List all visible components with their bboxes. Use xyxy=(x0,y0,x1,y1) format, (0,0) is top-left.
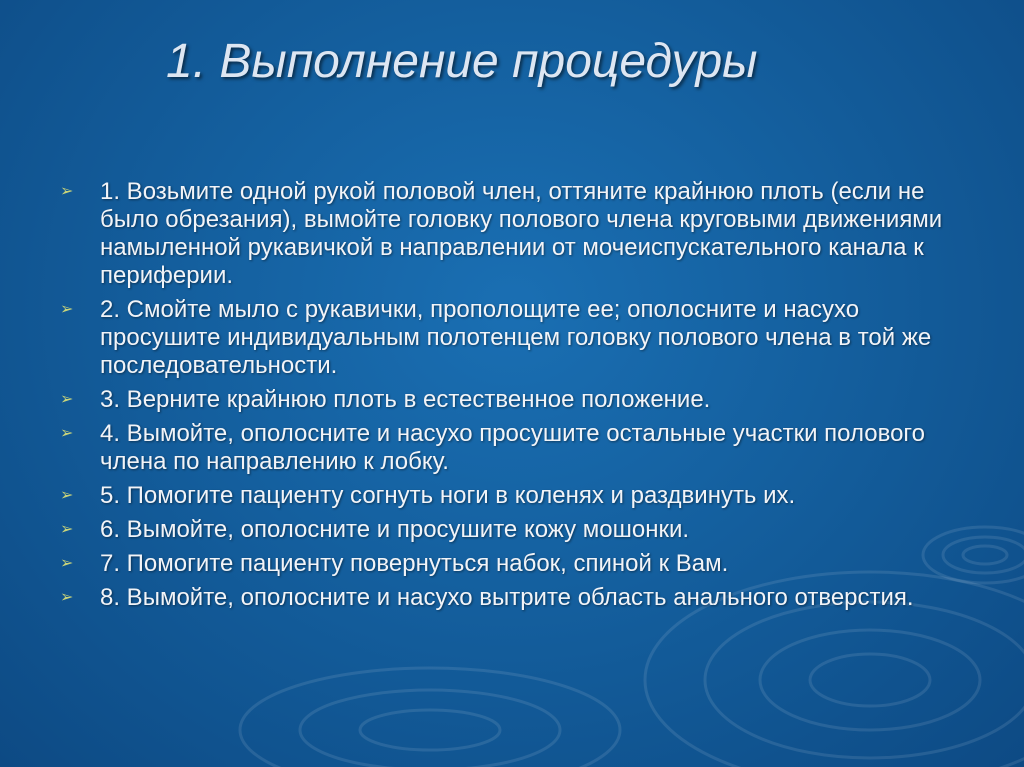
arrow-bullet-icon: ➢ xyxy=(60,425,74,442)
list-item xyxy=(60,420,960,476)
arrow-bullet-icon: ➢ xyxy=(60,555,74,572)
step-text: 7. Помогите пациенту повернуться набок, спиной к Вам. xyxy=(100,550,729,577)
step-text: 5. Помогите пациенту согнуть ноги в коленях и раздвинуть их. xyxy=(100,482,796,509)
arrow-bullet-icon: ➢ xyxy=(60,521,74,538)
step-text: 3. Верните крайнюю плоть в естественное положение. xyxy=(100,386,711,413)
list-item xyxy=(60,178,960,290)
procedure-steps-list xyxy=(60,178,960,618)
step-text: 8. Вымойте, ополосните и насухо вытрите область анального отверстия. xyxy=(100,584,914,611)
arrow-bullet-icon: ➢ xyxy=(60,589,74,606)
arrow-bullet-icon: ➢ xyxy=(60,487,74,504)
arrow-bullet-icon: ➢ xyxy=(60,391,74,408)
list-item xyxy=(60,296,960,380)
list-item xyxy=(60,482,960,510)
step-text: 4. Вымойте, ополосните и насухо просушите остальные участки полового члена по направлению к лобку. xyxy=(100,420,925,475)
list-item xyxy=(60,386,960,414)
arrow-bullet-icon: ➢ xyxy=(60,183,74,200)
list-item xyxy=(60,584,960,612)
list-item xyxy=(60,550,960,578)
slide-title: 1. Выполнение процедуры xyxy=(166,35,758,88)
step-text: 2. Смойте мыло с рукавички, прополощите ее; ополосните и насухо просушите индивидуальным полотенцем головку полового члена в той же последовательности. xyxy=(100,296,932,379)
step-text: 6. Вымойте, ополосните и просушите кожу мошонки. xyxy=(100,516,690,543)
arrow-bullet-icon: ➢ xyxy=(60,301,74,318)
list-item xyxy=(60,516,960,544)
step-text: 1. Возьмите одной рукой половой член, оттяните крайнюю плоть (если не было обрезания), вымойте головку полового члена круговыми движениями намыленной рукавичкой в направлении от мочеиспускательного канала к периферии. xyxy=(100,178,943,289)
